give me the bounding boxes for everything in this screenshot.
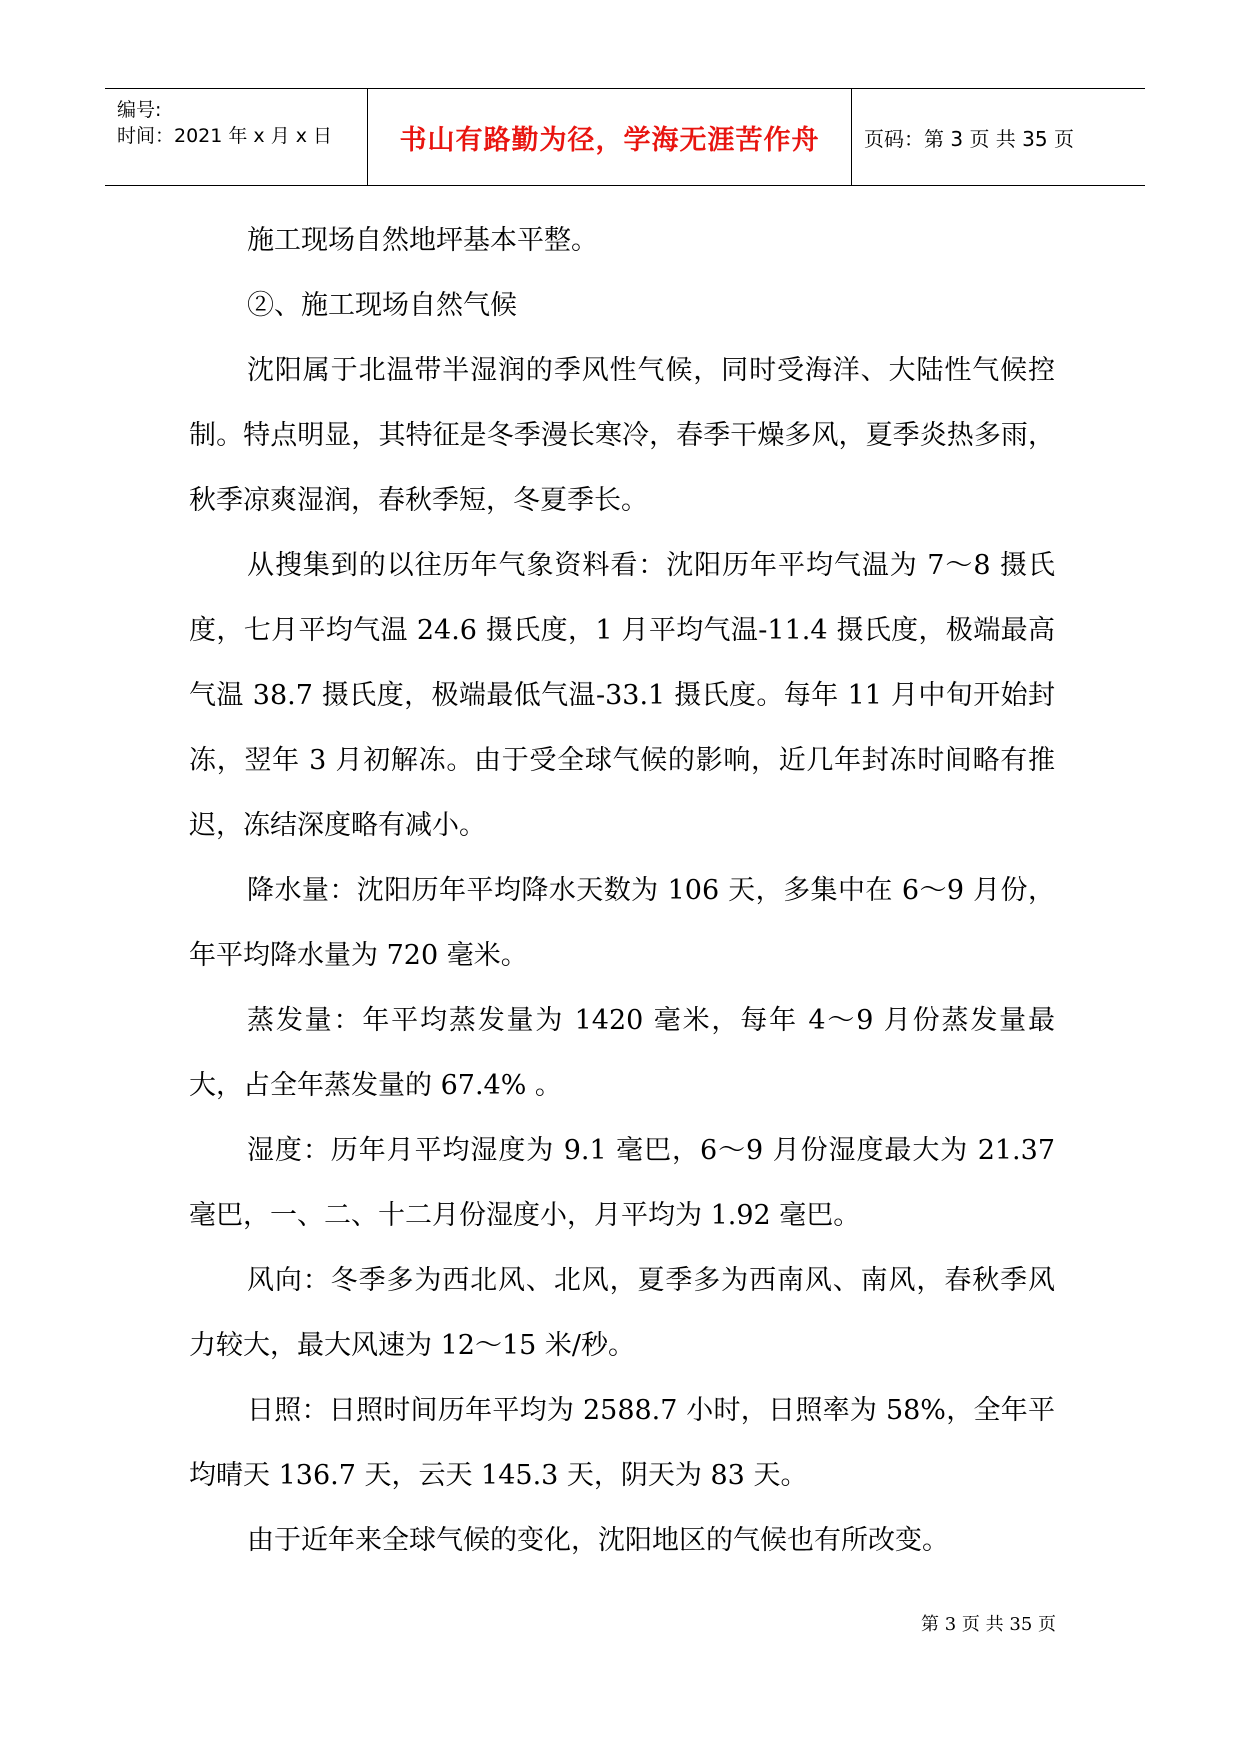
header-page-number: 页码：第 3 页 共 35 页 (864, 126, 1074, 151)
doc-number-label: 编号: (117, 99, 162, 121)
section-heading: ②、施工现场自然气候 (247, 290, 517, 321)
paragraph: 风向：冬季多为西北风、北风，夏季多为西南风、南风，春秋季风力较大，最大风速为 12～15 米/秒。 (189, 1265, 1055, 1361)
header-motto: 书山有路勤为径，学海无涯苦作舟 (399, 124, 820, 156)
header-meta (105, 89, 368, 185)
paragraph: 从搜集到的以往历年气象资料看：沈阳历年平均气温为 7～8 摄氏度，七月平均气温 24.6 摄氏度，1 月平均气温-11.4 摄氏度，极端最高气温 38.7 摄氏度，极端最低气温-33.1 摄氏度。每年 11 月中旬开始封冻，翌年 3 月初解冻。由于受全球气候的影响，近几年封冻时间略有推迟，冻结深度略有减小。 (189, 550, 1055, 841)
paragraph: 日照：日照时间历年平均为 2588.7 小时，日照率为 58%，全年平均晴天 136.7 天，云天 145.3 天，阴天为 83 天。 (189, 1395, 1055, 1491)
paragraph: 蒸发量：年平均蒸发量为 1420 毫米，每年 4～9 月份蒸发量最大，占全年蒸发量的 67.4% 。 (189, 1005, 1055, 1101)
paragraph: 降水量：沈阳历年平均降水天数为 106 天，多集中在 6～9 月份，年平均降水量为 720 毫米。 (189, 875, 1055, 971)
paragraph: 沈阳属于北温带半湿润的季风性气候，同时受海洋、大陆性气候控制。特点明显，其特征是冬季漫长寒冷，春季干燥多风，夏季炎热多雨，秋季凉爽湿润，春秋季短，冬夏季长。 (189, 355, 1055, 516)
paragraph: 湿度：历年月平均湿度为 9.1 毫巴，6～9 月份湿度最大为 21.37 毫巴，一、二、十二月份湿度小，月平均为 1.92 毫巴。 (189, 1135, 1055, 1231)
paragraph: 施工现场自然地坪基本平整。 (247, 225, 598, 256)
document-body (189, 208, 1055, 1573)
doc-time-label: 时间：2021 年 x 月 x 日 (117, 125, 333, 147)
page-header (105, 88, 1145, 186)
header-motto-cell (368, 89, 852, 185)
page-footer: 第 3 页 共 35 页 (921, 1614, 1056, 1635)
paragraph: 由于近年来全球气候的变化，沈阳地区的气候也有所改变。 (247, 1525, 949, 1556)
